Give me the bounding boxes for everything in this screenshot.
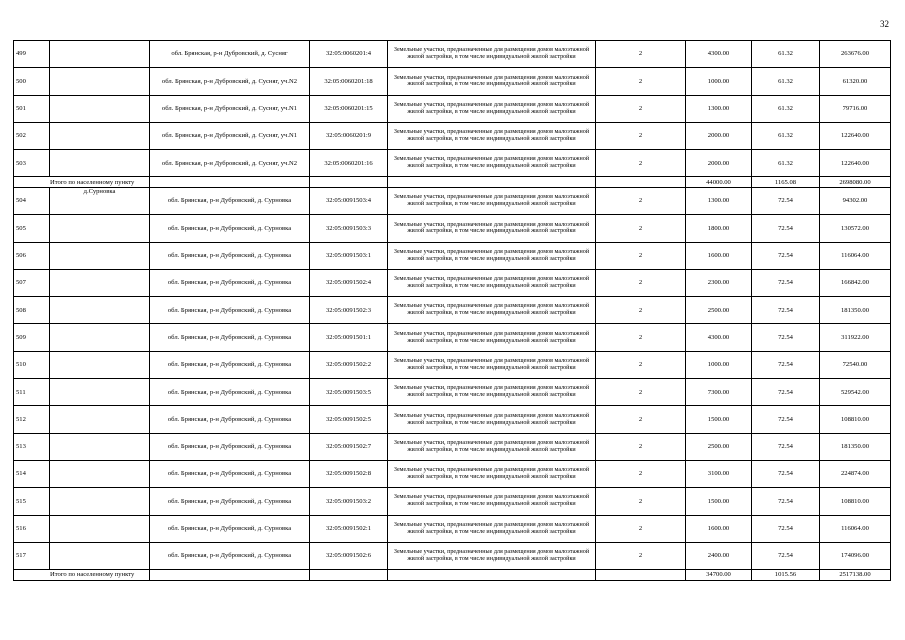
total-row bbox=[14, 570, 891, 581]
value-cell: 224874.00 bbox=[820, 460, 891, 487]
table-row bbox=[14, 488, 891, 515]
cadastre-number: 32:05:0060201:18 bbox=[310, 68, 388, 95]
cadastre-number: 32:05:0091502:6 bbox=[310, 542, 388, 569]
total-empty-address bbox=[150, 570, 310, 581]
area-cell: 2300.00 bbox=[686, 269, 752, 296]
table-row bbox=[14, 324, 891, 351]
cadastre-number: 32:05:0091501:1 bbox=[310, 324, 388, 351]
value-cell: 72540.00 bbox=[820, 351, 891, 378]
row-number: 506 bbox=[14, 242, 50, 269]
table-row bbox=[14, 68, 891, 95]
row-number: 508 bbox=[14, 297, 50, 324]
category-cell: 2 bbox=[596, 187, 686, 214]
total-area: 34700.00 bbox=[686, 570, 752, 581]
locality-cell bbox=[50, 433, 150, 460]
total-label: Итого по населенному пункту bbox=[14, 177, 150, 188]
area-cell: 1300.00 bbox=[686, 95, 752, 122]
area-cell: 1000.00 bbox=[686, 68, 752, 95]
area-cell: 4300.00 bbox=[686, 324, 752, 351]
land-use-cell: Земельные участки, предназначенные для размещения домов малоэтажной жилой застройки, в том числе индивидуальной жилой застройки bbox=[388, 542, 596, 569]
locality-cell bbox=[50, 215, 150, 242]
land-use-cell: Земельные участки, предназначенные для размещения домов малоэтажной жилой застройки, в том числе индивидуальной жилой застройки bbox=[388, 433, 596, 460]
cadastre-number: 32:05:0091502:4 bbox=[310, 269, 388, 296]
value-cell: 174096.00 bbox=[820, 542, 891, 569]
locality-cell bbox=[50, 41, 150, 68]
row-number: 516 bbox=[14, 515, 50, 542]
value-cell: 79716.00 bbox=[820, 95, 891, 122]
category-cell: 2 bbox=[596, 460, 686, 487]
row-number: 502 bbox=[14, 122, 50, 149]
cadastre-number: 32:05:0091502:3 bbox=[310, 297, 388, 324]
total-value: 2517138.00 bbox=[820, 570, 891, 581]
cadastre-number: 32:05:0091503:5 bbox=[310, 379, 388, 406]
address-cell: обл. Брянская, р-н Дубровский, д. Сусняг bbox=[150, 41, 310, 68]
cadastre-number: 32:05:0060201:15 bbox=[310, 95, 388, 122]
value-cell: 122640.00 bbox=[820, 122, 891, 149]
area-cell: 1500.00 bbox=[686, 406, 752, 433]
row-number: 501 bbox=[14, 95, 50, 122]
address-cell: обл. Брянская, р-н Дубровский, д. Сурновка bbox=[150, 269, 310, 296]
row-number: 500 bbox=[14, 68, 50, 95]
area-cell: 2500.00 bbox=[686, 433, 752, 460]
total-empty-address bbox=[150, 177, 310, 188]
table-row bbox=[14, 542, 891, 569]
locality-cell bbox=[50, 122, 150, 149]
total-row bbox=[14, 177, 891, 188]
table-row bbox=[14, 297, 891, 324]
value-cell: 263676.00 bbox=[820, 41, 891, 68]
rate-cell: 72.54 bbox=[752, 488, 820, 515]
cadastre-number: 32:05:0060201:16 bbox=[310, 150, 388, 177]
page-number: 32 bbox=[880, 19, 889, 29]
table-row bbox=[14, 150, 891, 177]
locality-cell bbox=[50, 406, 150, 433]
land-use-cell: Земельные участки, предназначенные для размещения домов малоэтажной жилой застройки, в том числе индивидуальной жилой застройки bbox=[388, 41, 596, 68]
value-cell: 181350.00 bbox=[820, 433, 891, 460]
value-cell: 311922.00 bbox=[820, 324, 891, 351]
row-number: 499 bbox=[14, 41, 50, 68]
cadastre-number: 32:05:0091503:4 bbox=[310, 187, 388, 214]
rate-cell: 72.54 bbox=[752, 242, 820, 269]
category-cell: 2 bbox=[596, 351, 686, 378]
rate-cell: 72.54 bbox=[752, 460, 820, 487]
locality-cell bbox=[50, 269, 150, 296]
table-row bbox=[14, 433, 891, 460]
value-cell: 529542.00 bbox=[820, 379, 891, 406]
address-cell: обл. Брянская, р-н Дубровский, д. Сурновка bbox=[150, 515, 310, 542]
rate-cell: 72.54 bbox=[752, 515, 820, 542]
category-cell: 2 bbox=[596, 269, 686, 296]
address-cell: обл. Брянская, р-н Дубровский, д. Сусняг, уч.N2 bbox=[150, 150, 310, 177]
total-empty-cadastre bbox=[310, 570, 388, 581]
rate-cell: 72.54 bbox=[752, 324, 820, 351]
total-empty-cadastre bbox=[310, 177, 388, 188]
row-number: 509 bbox=[14, 324, 50, 351]
cadastre-number: 32:05:0091503:2 bbox=[310, 488, 388, 515]
row-number: 513 bbox=[14, 433, 50, 460]
value-cell: 116064.00 bbox=[820, 242, 891, 269]
area-cell: 1000.00 bbox=[686, 351, 752, 378]
land-use-cell: Земельные участки, предназначенные для размещения домов малоэтажной жилой застройки, в том числе индивидуальной жилой застройки bbox=[388, 379, 596, 406]
table-row bbox=[14, 41, 891, 68]
area-cell: 3100.00 bbox=[686, 460, 752, 487]
address-cell: обл. Брянская, р-н Дубровский, д. Сусняг, уч.N1 bbox=[150, 95, 310, 122]
cadastre-number: 32:05:0091502:8 bbox=[310, 460, 388, 487]
locality-cell bbox=[50, 460, 150, 487]
rate-cell: 72.54 bbox=[752, 406, 820, 433]
area-cell: 2000.00 bbox=[686, 150, 752, 177]
table-row bbox=[14, 242, 891, 269]
rate-cell: 61.32 bbox=[752, 122, 820, 149]
row-number: 515 bbox=[14, 488, 50, 515]
land-use-cell: Земельные участки, предназначенные для размещения домов малоэтажной жилой застройки, в том числе индивидуальной жилой застройки bbox=[388, 406, 596, 433]
value-cell: 61320.00 bbox=[820, 68, 891, 95]
rate-cell: 61.32 bbox=[752, 95, 820, 122]
rate-cell: 72.54 bbox=[752, 433, 820, 460]
total-value: 2698080.00 bbox=[820, 177, 891, 188]
rate-cell: 72.54 bbox=[752, 542, 820, 569]
total-area: 44000.00 bbox=[686, 177, 752, 188]
locality-cell bbox=[50, 324, 150, 351]
address-cell: обл. Брянская, р-н Дубровский, д. Сурновка bbox=[150, 324, 310, 351]
cadastre-number: 32:05:0091503:1 bbox=[310, 242, 388, 269]
locality-cell bbox=[50, 68, 150, 95]
table-row bbox=[14, 95, 891, 122]
locality-cell bbox=[50, 488, 150, 515]
value-cell: 108810.00 bbox=[820, 406, 891, 433]
land-use-cell: Земельные участки, предназначенные для размещения домов малоэтажной жилой застройки, в том числе индивидуальной жилой застройки bbox=[388, 215, 596, 242]
address-cell: обл. Брянская, р-н Дубровский, д. Сурновка bbox=[150, 351, 310, 378]
rate-cell: 72.54 bbox=[752, 187, 820, 214]
cadastre-number: 32:05:0091503:3 bbox=[310, 215, 388, 242]
address-cell: обл. Брянская, р-н Дубровский, д. Сусняг, уч.N1 bbox=[150, 122, 310, 149]
land-use-cell: Земельные участки, предназначенные для размещения домов малоэтажной жилой застройки, в том числе индивидуальной жилой застройки bbox=[388, 297, 596, 324]
total-rate: 1015.56 bbox=[752, 570, 820, 581]
rate-cell: 72.54 bbox=[752, 351, 820, 378]
land-use-cell: Земельные участки, предназначенные для размещения домов малоэтажной жилой застройки, в том числе индивидуальной жилой застройки bbox=[388, 460, 596, 487]
value-cell: 94302.00 bbox=[820, 187, 891, 214]
area-cell: 2500.00 bbox=[686, 297, 752, 324]
area-cell: 1600.00 bbox=[686, 515, 752, 542]
locality-cell bbox=[50, 379, 150, 406]
area-cell: 1800.00 bbox=[686, 215, 752, 242]
area-cell: 7300.00 bbox=[686, 379, 752, 406]
row-number: 504 bbox=[14, 187, 50, 214]
locality-cell bbox=[50, 351, 150, 378]
table-row bbox=[14, 269, 891, 296]
land-table bbox=[13, 40, 891, 581]
table-row bbox=[14, 406, 891, 433]
locality-cell bbox=[50, 542, 150, 569]
area-cell: 1500.00 bbox=[686, 488, 752, 515]
total-rate: 1165.08 bbox=[752, 177, 820, 188]
land-use-cell: Земельные участки, предназначенные для размещения домов малоэтажной жилой застройки, в том числе индивидуальной жилой застройки bbox=[388, 351, 596, 378]
address-cell: обл. Брянская, р-н Дубровский, д. Сурновка bbox=[150, 379, 310, 406]
category-cell: 2 bbox=[596, 406, 686, 433]
category-cell: 2 bbox=[596, 242, 686, 269]
table-row bbox=[14, 515, 891, 542]
locality-cell bbox=[50, 297, 150, 324]
row-number: 511 bbox=[14, 379, 50, 406]
cadastre-number: 32:05:0091502:1 bbox=[310, 515, 388, 542]
land-use-cell: Земельные участки, предназначенные для размещения домов малоэтажной жилой застройки, в том числе индивидуальной жилой застройки bbox=[388, 150, 596, 177]
area-cell: 1600.00 bbox=[686, 242, 752, 269]
table-row bbox=[14, 187, 891, 214]
land-use-cell: Земельные участки, предназначенные для размещения домов малоэтажной жилой застройки, в том числе индивидуальной жилой застройки bbox=[388, 95, 596, 122]
rate-cell: 61.32 bbox=[752, 150, 820, 177]
row-number: 512 bbox=[14, 406, 50, 433]
address-cell: обл. Брянская, р-н Дубровский, д. Сурновка bbox=[150, 542, 310, 569]
total-label: Итого по населенному пункту bbox=[14, 570, 150, 581]
rate-cell: 61.32 bbox=[752, 68, 820, 95]
category-cell: 2 bbox=[596, 433, 686, 460]
cadastre-number: 32:05:0091502:5 bbox=[310, 406, 388, 433]
category-cell: 2 bbox=[596, 488, 686, 515]
locality-cell bbox=[50, 150, 150, 177]
category-cell: 2 bbox=[596, 41, 686, 68]
address-cell: обл. Брянская, р-н Дубровский, д. Сурновка bbox=[150, 297, 310, 324]
value-cell: 130572.00 bbox=[820, 215, 891, 242]
category-cell: 2 bbox=[596, 515, 686, 542]
category-cell: 2 bbox=[596, 150, 686, 177]
locality-label: д.Сурновка bbox=[50, 187, 150, 214]
rate-cell: 72.54 bbox=[752, 215, 820, 242]
category-cell: 2 bbox=[596, 95, 686, 122]
land-use-cell: Земельные участки, предназначенные для размещения домов малоэтажной жилой застройки, в том числе индивидуальной жилой застройки bbox=[388, 515, 596, 542]
value-cell: 122640.00 bbox=[820, 150, 891, 177]
row-number: 514 bbox=[14, 460, 50, 487]
address-cell: обл. Брянская, р-н Дубровский, д. Сурновка bbox=[150, 433, 310, 460]
category-cell: 2 bbox=[596, 297, 686, 324]
address-cell: обл. Брянская, р-н Дубровский, д. Сурновка bbox=[150, 187, 310, 214]
value-cell: 108810.00 bbox=[820, 488, 891, 515]
category-cell: 2 bbox=[596, 122, 686, 149]
total-empty-use bbox=[388, 570, 596, 581]
land-use-cell: Земельные участки, предназначенные для размещения домов малоэтажной жилой застройки, в том числе индивидуальной жилой застройки bbox=[388, 324, 596, 351]
row-number: 503 bbox=[14, 150, 50, 177]
row-number: 517 bbox=[14, 542, 50, 569]
rate-cell: 61.32 bbox=[752, 41, 820, 68]
value-cell: 116064.00 bbox=[820, 515, 891, 542]
rate-cell: 72.54 bbox=[752, 269, 820, 296]
table-row bbox=[14, 351, 891, 378]
area-cell: 1300.00 bbox=[686, 187, 752, 214]
land-use-cell: Земельные участки, предназначенные для размещения домов малоэтажной жилой застройки, в том числе индивидуальной жилой застройки bbox=[388, 187, 596, 214]
cadastre-number: 32:05:0060201:4 bbox=[310, 41, 388, 68]
area-cell: 2400.00 bbox=[686, 542, 752, 569]
table-body bbox=[14, 41, 891, 581]
land-use-cell: Земельные участки, предназначенные для размещения домов малоэтажной жилой застройки, в том числе индивидуальной жилой застройки bbox=[388, 68, 596, 95]
total-empty-category bbox=[596, 177, 686, 188]
address-cell: обл. Брянская, р-н Дубровский, д. Сусняг, уч.N2 bbox=[150, 68, 310, 95]
rate-cell: 72.54 bbox=[752, 379, 820, 406]
cadastre-number: 32:05:0060201:9 bbox=[310, 122, 388, 149]
land-use-cell: Земельные участки, предназначенные для размещения домов малоэтажной жилой застройки, в том числе индивидуальной жилой застройки bbox=[388, 242, 596, 269]
address-cell: обл. Брянская, р-н Дубровский, д. Сурновка bbox=[150, 242, 310, 269]
address-cell: обл. Брянская, р-н Дубровский, д. Сурновка bbox=[150, 406, 310, 433]
category-cell: 2 bbox=[596, 542, 686, 569]
total-empty-use bbox=[388, 177, 596, 188]
table-row bbox=[14, 215, 891, 242]
category-cell: 2 bbox=[596, 68, 686, 95]
land-use-cell: Земельные участки, предназначенные для размещения домов малоэтажной жилой застройки, в том числе индивидуальной жилой застройки bbox=[388, 122, 596, 149]
land-use-cell: Земельные участки, предназначенные для размещения домов малоэтажной жилой застройки, в том числе индивидуальной жилой застройки bbox=[388, 488, 596, 515]
address-cell: обл. Брянская, р-н Дубровский, д. Сурновка bbox=[150, 460, 310, 487]
table-row bbox=[14, 460, 891, 487]
locality-cell bbox=[50, 242, 150, 269]
land-use-cell: Земельные участки, предназначенные для размещения домов малоэтажной жилой застройки, в том числе индивидуальной жилой застройки bbox=[388, 269, 596, 296]
category-cell: 2 bbox=[596, 379, 686, 406]
locality-cell bbox=[50, 515, 150, 542]
value-cell: 166842.00 bbox=[820, 269, 891, 296]
total-empty-category bbox=[596, 570, 686, 581]
address-cell: обл. Брянская, р-н Дубровский, д. Сурновка bbox=[150, 488, 310, 515]
row-number: 510 bbox=[14, 351, 50, 378]
row-number: 507 bbox=[14, 269, 50, 296]
cadastre-number: 32:05:0091502:2 bbox=[310, 351, 388, 378]
rate-cell: 72.54 bbox=[752, 297, 820, 324]
locality-cell bbox=[50, 95, 150, 122]
category-cell: 2 bbox=[596, 324, 686, 351]
address-cell: обл. Брянская, р-н Дубровский, д. Сурновка bbox=[150, 215, 310, 242]
table-row bbox=[14, 122, 891, 149]
area-cell: 2000.00 bbox=[686, 122, 752, 149]
table-row bbox=[14, 379, 891, 406]
area-cell: 4300.00 bbox=[686, 41, 752, 68]
value-cell: 181350.00 bbox=[820, 297, 891, 324]
category-cell: 2 bbox=[596, 215, 686, 242]
row-number: 505 bbox=[14, 215, 50, 242]
cadastre-number: 32:05:0091502:7 bbox=[310, 433, 388, 460]
